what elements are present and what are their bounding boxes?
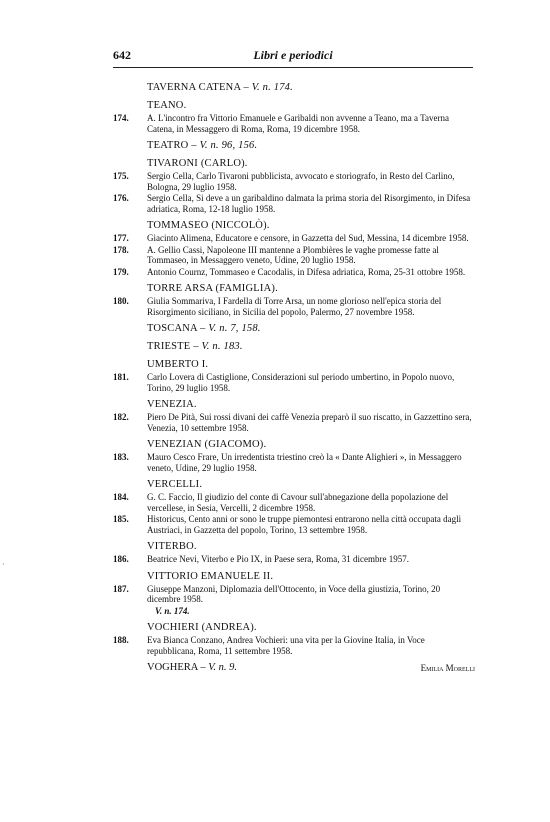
bibliography-entry [113,635,475,656]
subject-heading-text: VERCELLI. [147,479,203,490]
subject-heading-text: VITTORIO EMANUELE II. [147,570,274,582]
subject-heading [113,220,475,232]
subject-heading [113,399,475,411]
entry-text: Historicus, Cento anni or sono le truppe piemontesi entrarono nella città occupata dagli Austriaci, in Gazzetta del popolo, Torino, 13 settembre 1958. [147,514,462,535]
subject-heading-text: VITERBO. [147,541,197,552]
running-title: Libri e periodici [253,48,333,62]
entry-number: 176. [113,193,129,203]
bibliography-entry [113,113,475,134]
bibliography-entry [113,245,475,266]
margin-mark: · [2,560,5,569]
entry-text: A. L'incontro fra Vittorio Emanuele e Garibaldi non avvenne a Teano, ma a Taverna Catena, in Messaggero di Roma, Roma, 19 dicembre 1958. [147,113,449,134]
subject-heading-text: TEATRO [147,140,189,151]
subject-heading-text: TORRE ARSA (FAMIGLIA). [147,283,278,294]
heading-dash: – [190,341,202,352]
entry-text: Sergio Cella, Si deve a un garibaldino dalmata la prima storia del Risorgimento, in Difesa adriatica, Roma, 12-18 luglio 1958. [147,193,471,214]
bibliography-entry [113,554,475,565]
subject-heading [113,283,475,295]
entry-text: Giulia Sommariva, I Fardella di Torre Arsa, un nome glorioso nell'epica storia del Risorgimento siciliano, in Sicilia del popolo, Palermo, 27 novembre 1958. [147,296,442,317]
heading-dash: – [197,323,209,334]
subject-heading [113,622,475,634]
bibliography-entry [113,584,475,605]
entry-text: Carlo Lovera di Castiglione, Considerazioni sul periodo umbertino, in Popolo nuovo, Torino, 29 luglio 1958. [147,372,455,393]
entry-text: Eva Bianca Conzano, Andrea Vochieri: una vita per la Giovine Italia, in Voce repubblicana, Roma, 11 settembre 1958. [147,635,425,656]
entry-number: 188. [113,635,129,645]
entry-cross-reference: V. n. 174. [155,605,190,616]
entry-text: Piero De Pità, Sui rossi divani dei caffè Venezia preparò il suo riscatto, in Gazzettino sera, Venezia, 10 settembre 1958. [147,412,472,433]
entry-text: Giuseppe Manzoni, Diplomazia dell'Ottocento, in Voce della giustizia, Torino, 20 dicembre 1958. [147,583,441,604]
cross-reference: V. n. 96, 156. [199,140,258,151]
entry-text: A. Gellio Cassi, Napoleone III mantenne a Plombières le vaghe promesse fatte al Tommaseo, in Messaggero veneto, Udine, 20 luglio 1958. [147,244,439,265]
entry-number: 177. [113,233,129,243]
entry-text: Beatrice Nevi, Viterbo e Pio IX, in Paese sera, Roma, 31 dicembre 1957. [147,554,409,564]
subject-heading [113,479,475,491]
page-number: 642 [113,48,131,62]
bibliography-entry [113,193,475,214]
entry-text: Antonio Cournz, Tommaseo e Cacodalis, in Difesa adriatica, Roma, 25-31 ottobre 1958. [147,266,466,277]
entry-number: 181. [113,372,129,382]
subject-heading-text: TEANO. [147,100,187,111]
running-header [113,48,473,64]
entry-number: 186. [113,554,129,564]
bibliography-entry [113,452,475,473]
subject-heading-text: UMBERTO I. [147,359,209,370]
subject-heading-text: VENEZIAN (GIACOMO). [147,439,267,450]
subject-heading [113,359,475,371]
final-heading-row [113,663,475,675]
entry-number: 175. [113,171,129,181]
entry-number: 178. [113,244,129,255]
entry-text: Giacinto Alimena, Educatore e censore, in Gazzetta del Sud, Messina, 14 dicembre 1958. [147,233,469,243]
bibliography-entry [113,492,475,513]
subject-heading [113,439,475,451]
entry-number: 184. [113,492,129,502]
header-rule [113,67,473,68]
entry-number: 185. [113,514,129,524]
subject-heading [113,323,475,335]
cross-reference: V. n. 174. [251,82,293,93]
bibliography-list [113,82,475,675]
entry-number: 182. [113,412,129,422]
subject-heading-text: TOSCANA [147,323,198,334]
entry-text: Mauro Cesco Frare, Un irredentista triestino creò la « Dante Alighieri », in Messaggero veneto, Udine, 29 luglio 1958. [147,452,462,473]
heading-dash: – [197,662,209,673]
subject-heading-text: TRIESTE [147,341,191,352]
bibliography-entry [113,267,475,278]
bibliography-entry [113,233,475,244]
subject-heading [147,663,237,674]
subject-heading [113,158,475,170]
subject-heading-text: VOGHERA [147,662,198,673]
subject-heading [113,541,475,553]
bibliography-entry [113,171,475,192]
subject-heading-text: VOCHIERI (ANDREA). [147,622,257,633]
heading-dash: – [240,82,252,93]
subject-heading-text: TAVERNA CATENA [147,82,241,93]
subject-heading [113,571,475,583]
entry-number: 180. [113,296,129,306]
entry-text: G. C. Faccio, Il giudizio del conte di Cavour sull'abnegazione della popolazione del vercellese, in Sesia, Vercelli, 2 dicembre 1958. [147,492,449,513]
subject-heading [113,82,475,94]
entry-number: 179. [113,266,129,277]
subject-heading [113,100,475,112]
subject-heading [113,140,475,152]
bibliography-entry [113,372,475,393]
subject-heading-text: TIVARONI (CARLO). [147,158,248,169]
subject-heading-text: VENEZIA. [147,399,197,410]
subject-heading [113,341,475,353]
bibliography-entry [113,514,475,535]
cross-reference: V. n. 9. [208,662,237,673]
entry-text: Sergio Cella, Carlo Tivaroni pubblicista, avvocato e storiografo, in Resto del Carlino, Bologna, 29 luglio 1958. [147,171,455,192]
entry-number: 174. [113,113,129,123]
entry-number: 187. [113,583,129,594]
heading-dash: – [188,140,200,151]
cross-reference: V. n. 7, 158. [208,323,261,334]
cross-reference: V. n. 183. [201,341,243,352]
entry-number: 183. [113,452,129,462]
bibliography-entry [113,412,475,433]
bibliography-entry [113,296,475,317]
compiler-signature: Emilia Morelli [420,663,475,673]
subject-heading-text: TOMMASEO (NICCOLÒ). [147,220,270,231]
